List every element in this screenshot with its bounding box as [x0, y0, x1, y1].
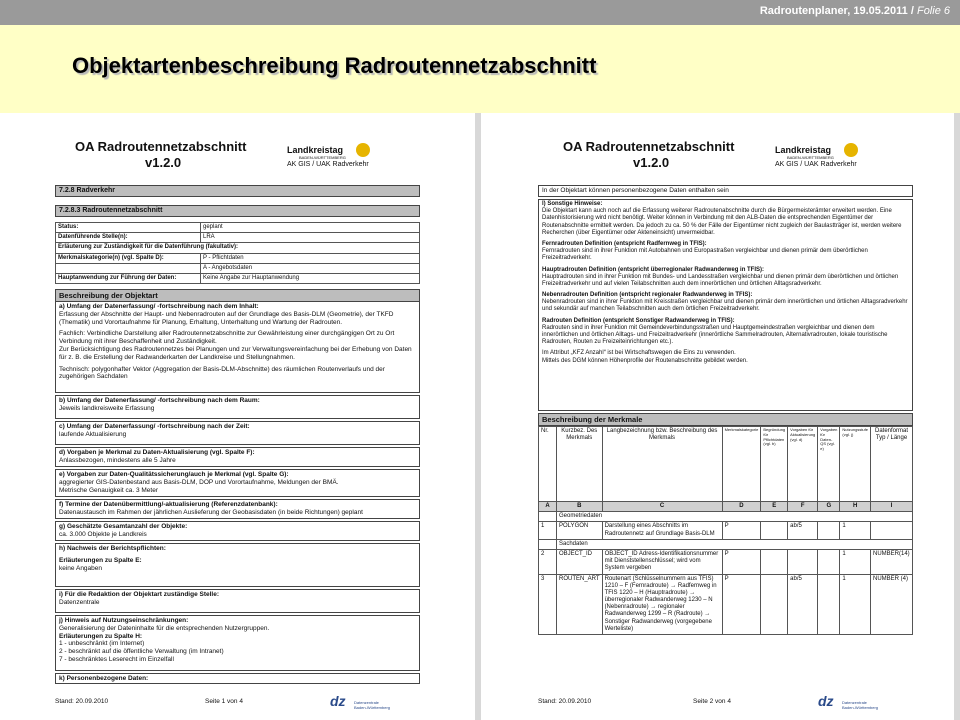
table-row: Erläuterung zur Zuständigkeit für die Datenführung (fakultativ):: [56, 243, 420, 253]
table-group-row: Geometriedaten: [539, 512, 913, 522]
section-j: j) Hinweis auf Nutzungseinschränkungen: Generalisierung der Dateninhalte für die entsprechenden Nutzergruppen. Erläuterungen zu Spalte H: 1 - unbeschränkt (im Internet) 2 - beschränkt auf die öffentliche Verwaltung (im Intranet) 7 - beschränktes Leserecht im Einzelfall: [55, 615, 420, 671]
doc-title-line1: OA Radroutennetzabschnitt: [75, 139, 247, 154]
footer-page-number-2: Seite 2 von 4: [693, 698, 731, 706]
merkmale-table: [538, 426, 913, 635]
section-c: c) Umfang der Datenerfassung/ -fortschreibung nach der Zeit: laufende Aktualisierung: [55, 421, 420, 445]
section-k: k) Personenbezogene Daten:: [55, 673, 420, 684]
page-shadow-2: [954, 113, 960, 720]
dz-logo-sub: Datenzentrale Baden-Württemberg: [354, 700, 391, 710]
table-header-row: Nr. Kurzbez. Des Merkmals Langbezeichnung bzw. Beschreibung des Merkmals Merkmalskategorie Begründung für Pflichtdaten (vgl. b) Vorgaben für Aktualisierung (vgl. d) Vorgaben für Daten-QS (vgl. e) Nutzungsstufe (vgl. j) Datenformat Typ / Länge: [539, 427, 913, 502]
doc-title-2: OA Radroutennetzabschnitt v1.2.0: [563, 139, 735, 171]
scan-area: [0, 113, 960, 720]
footer-stand: Stand: 20.09.2010: [55, 698, 109, 706]
dz-logo-sub-2: Datenzentrale Baden-Württemberg: [842, 700, 879, 710]
footer-page-number: Seite 1 von 4: [205, 698, 243, 706]
attribute-table: [55, 222, 420, 284]
doc-title: [75, 139, 246, 172]
logo-sub: AK GIS / UAK Radverkehr: [287, 160, 369, 168]
document-page-2: [488, 113, 958, 720]
section-g: g) Geschätzte Gesamtanzahl der Objekte: ca. 3.000 Objekte je Landkreis: [55, 521, 420, 541]
landkreistag-logo-2: Landkreistag BADEN-WÜRTTEMBERG AK GIS / UAK Radverkehr: [775, 145, 857, 168]
presentation-label: Radroutenplaner, 19.05.2011: [759, 5, 908, 17]
section-b: b) Umfang der Datenerfassung/ -fortschreibung nach dem Raum: Jeweils landkreisweite Erfassung: [55, 395, 420, 419]
table-row: Hauptanwendung zur Führung der Daten: Keine Angabe zur Hauptanwendung: [56, 273, 420, 283]
sun-logo-icon: [356, 143, 370, 157]
footer-stand-2: Stand: 20.09.2010: [538, 698, 592, 706]
table-row: 1 POLYGON Darstellung eines Abschnitts im Radroutennetz auf Grundlage Basis-DLM P ab/5 1: [539, 522, 913, 539]
section-d: d) Vorgaben je Merkmal zu Daten-Aktualisierung (vgl. Spalte F): Anlassbezogen, mindestens alle 5 Jahre: [55, 447, 420, 467]
slide-info: [760, 5, 950, 17]
document-page-1: [0, 113, 475, 720]
table-row: Datenführende Stelle(n): LRA: [56, 233, 420, 243]
table-row: 3 ROUTEN_ART Routenart (Schlüsselnummern aus TFIS) 1210 – F (Fernradroute) → Radfernweg in TFIS 1220 – H (Hauptradroute) → überregionaler Radwanderweg 1230 – N (Nebenradroute) → regionaler Radwanderweg 1299 – R (Radroute) → Sonstiger Radwanderweg (vorgegebene Werteliste) P ab/5 1 NUMBER (4): [539, 574, 913, 635]
section-h: h) Nachweis der Berichtspflichten: Erläuterungen zu Spalte E: keine Angaben: [55, 543, 420, 587]
logo-name: Landkreistag: [287, 145, 344, 155]
doc-version: v1.2.0: [145, 155, 182, 171]
section-a: a) Umfang der Datenerfassung/ -fortschreibung nach dem Inhalt: Erfassung der Abschnitte der Haupt- und Nebenradrouten auf der Grundlage des Basis-DLM (Geometrie), der TKFD (Thematik) und Vorortaufnahme für Planung, Erhaltung, Unterhaltung und Wartung der Radrouten. Fachlich: Verbindliche Darstellung aller Radroutennetzabschnitte zur Gewährleistung einer durchgängigen Ort zu Ort Verbindung mit ihrer Beschaffenheit und Zuständigkeit. Zur Berücksichtigung des Radroutennetzes bei Planungen und zur Verwaltungsvereinfachung bei der Erhebung von Daten für z. B. die Erstellung der Radwanderkarten der Landkreise und Stellungnahmen. Technisch: polygonhafter Vektor (Aggregation der Basis-DLM-Abschnitte) des räumlichen Routenverlaufs und der zugehörigen Sachdaten: [55, 301, 420, 393]
page-shadow: [475, 113, 481, 720]
logo-small: BADEN-WÜRTTEMBERG: [299, 154, 346, 160]
section-l: l) Sonstige Hinweise: Die Objektart kann auch noch auf die Erfassung weiterer Radroutenabschnitte durch die Bürgermeisterämter erweitert werden. Eine Datenhistorisierung wird nicht benötigt. Weiter können in Verbindung mit den ALB-Daten die entsprechenden Eigentümer der Routenabschnitte ermittelt werden. Da jedoch zu ca. 50 % der Fälle der Eigentümer nicht zugleich der Baulastträger ist, werden weitere Recherchen (über Eigentümer oder Akteneinsicht) unvermeidbar. Fernradrouten Definition (entspricht Radfernweg in TFIS): Fernradrouten sind in ihrer Funktion mit Autobahnen und Europastraßen vergleichbar und dienen primär dem überörtlichen Freizeitradverkehr. Hauptradrouten Definition (entspricht überregionaler Radwanderweg in TFIS): Hauptradrouten sind in ihrer Funktion mit Bundes- und Landesstraßen vergleichbar und dienen primär dem überörtlichen und örtlichen Freizeitradverkehr und auf vielen Teilabschnitten auch dem innerörtlichen und örtlichen Alltagsradverkehr. Nebenradrouten Definition (entspricht regionaler Radwanderweg in TFIS): Nebenradrouten sind in ihrer Funktion mit Kreisstraßen vergleichbar und dienen primär dem innerörtlichen und örtlichen Alltagsradverkehr und sekundär auf manchen Teilabschnitten auch dem örtlichen Freizeitradverkehr. Radrouten Definition (entspricht Sonstiger Radwanderweg in TFIS): Radrouten sind in ihrer Funktion mit Gemeindeverbindungsstraßen und Hauptgemeindestraßen vergleichbar und dienen dem innerörtlichen und örtlichen Alltags- und Freizeitradverkehr (innerörtliche Sammelradrouten, Alternativradrouten, lokale touristische Radrouten, Routen zu Freizeiteinrichtungen etc.). Im Attribut „KFZ Anzahl“ ist bei Wirtschaftswegen die Eins zu verwenden. Mittels des DGM können Höhenprofile der Routenabschnitte gebildet werden.: [538, 199, 913, 411]
table-row: 2 OBJECT_ID OBJECT_ID Adress-Identifikationsnummer mit Dienststellenschlüssel; wird vom System vergeben P 1 NUMBER(14): [539, 549, 913, 574]
dz-logo: dz: [330, 693, 346, 710]
separator: /: [907, 5, 917, 17]
personal-data-note: In der Objektart können personenbezogene Daten enthalten sein: [538, 185, 913, 197]
merkmale-heading: Beschreibung der Merkmale: [538, 413, 913, 426]
dz-logo-2: dz: [818, 693, 834, 710]
table-group-row: Sachdaten: [539, 539, 913, 549]
top-bar: [0, 0, 960, 25]
section-f: f) Termine der Datenübermittlung/-aktualisierung (Referenzdatenbank): Datenaustausch im Rahmen der jährlichen Auslieferung der Geobasisdaten (in beide Richtungen) geplant: [55, 499, 420, 519]
sun-logo-icon: [844, 143, 858, 157]
slide-title: Objektartenbeschreibung Radroutennetzabschnitt: [72, 53, 597, 78]
section-e: e) Vorgaben zur Daten-Qualitätssicherung/auch je Merkmal (vgl. Spalte G): aggregierter GIS-Datenbestand aus Basis-DLM, DOP und Vorortaufnahme, Meldungen der BMÄ. Metrische Genauigkeit ca. 3 Meter: [55, 469, 420, 497]
slide-number: Folie 6: [916, 5, 950, 17]
table-row: Merkmalskategorie(n) (vgl. Spalte D): P - Pflichtdaten: [56, 253, 420, 263]
table-letter-row: A B C D E F G H I: [539, 502, 913, 512]
title-band: [0, 25, 960, 113]
section-radroutennetzabschnitt: 7.2.8.3 Radroutennetzabschnitt: [55, 205, 420, 217]
table-row: Status: geplant: [56, 223, 420, 233]
section-i: i) Für die Redaktion der Objektart zuständige Stelle: Datenzentrale: [55, 589, 420, 613]
beschreibung-objektart: Beschreibung der Objektart: [55, 289, 420, 302]
section-radverkehr: 7.2.8 Radverkehr: [55, 185, 420, 197]
table-row: A - Angebotsdaten: [56, 263, 420, 273]
